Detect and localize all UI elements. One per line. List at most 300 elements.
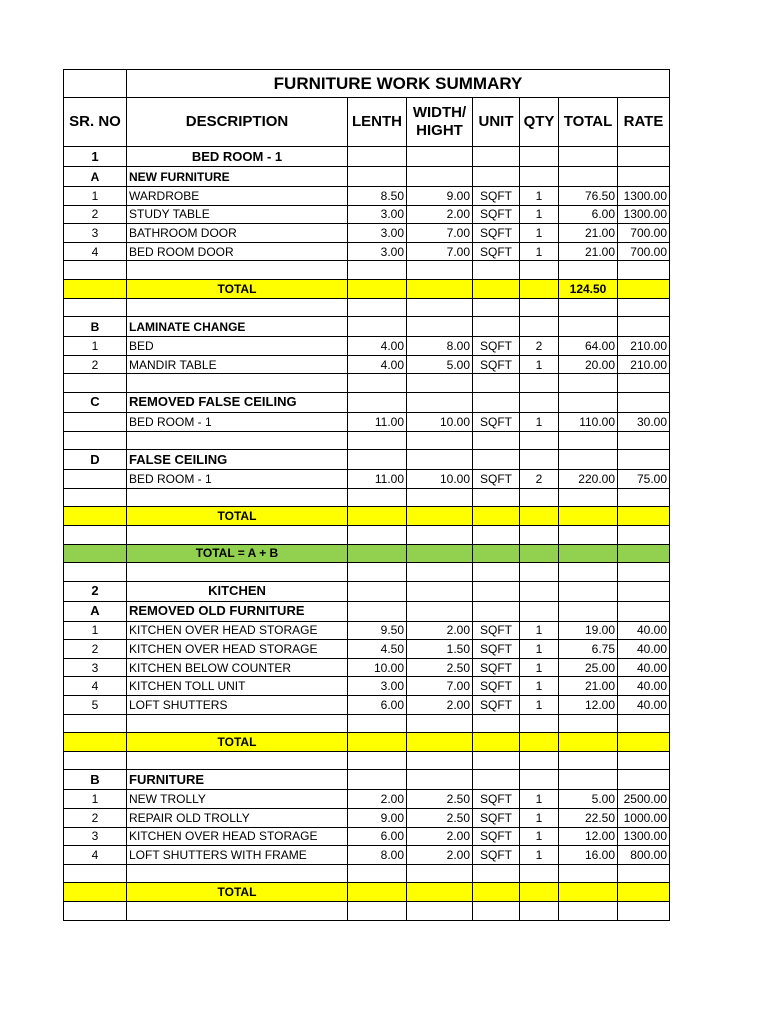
width-height-cell [407, 601, 473, 621]
length-cell [348, 147, 407, 167]
sr-no-cell: 1 [64, 621, 127, 640]
qty-cell [520, 450, 559, 470]
qty-cell: 1 [520, 658, 559, 677]
rate-cell [618, 601, 670, 621]
total-cell [559, 770, 618, 790]
sr-no-cell: 4 [64, 242, 127, 261]
width-height-cell [407, 770, 473, 790]
width-height-cell: 2.00 [407, 696, 473, 715]
length-cell: 3.00 [348, 205, 407, 224]
length-cell [348, 392, 407, 412]
description-cell [127, 751, 348, 770]
qty-cell [520, 147, 559, 167]
unit-cell [473, 450, 520, 470]
length-cell [348, 450, 407, 470]
description-cell [127, 563, 348, 582]
unit-cell [473, 770, 520, 790]
width-height-cell [407, 544, 473, 563]
description-cell: LAMINATE CHANGE [127, 317, 348, 337]
total-cell: 124.50 [559, 279, 618, 298]
unit-cell [473, 733, 520, 752]
total-cell: 21.00 [559, 224, 618, 243]
rate-cell: 1000.00 [618, 809, 670, 828]
blank-row [64, 525, 670, 544]
rate-cell [618, 298, 670, 317]
width-height-cell: 2.00 [407, 621, 473, 640]
rate-cell [618, 525, 670, 544]
qty-cell [520, 714, 559, 733]
sr-no-cell: 5 [64, 696, 127, 715]
rate-cell: 40.00 [618, 658, 670, 677]
unit-cell: SQFT [473, 809, 520, 828]
sr-no-cell: 3 [64, 827, 127, 846]
description-cell: TOTAL = A + B [127, 544, 348, 563]
sr-no-cell [64, 470, 127, 489]
total-cell [559, 864, 618, 883]
table-row [64, 621, 670, 640]
width-height-cell: 1.50 [407, 640, 473, 659]
qty-cell: 1 [520, 696, 559, 715]
sr-no-cell [64, 261, 127, 280]
length-cell [348, 544, 407, 563]
header-rate: RATE [618, 98, 670, 147]
length-cell [348, 488, 407, 507]
width-height-cell [407, 261, 473, 280]
rate-cell [618, 902, 670, 921]
section-row [64, 147, 670, 167]
qty-cell: 1 [520, 412, 559, 431]
total-cell [559, 167, 618, 187]
qty-cell [520, 261, 559, 280]
total-cell [559, 374, 618, 393]
unit-cell: SQFT [473, 470, 520, 489]
unit-cell [473, 298, 520, 317]
sr-no-cell: 2 [64, 355, 127, 374]
total-cell [559, 751, 618, 770]
sr-no-cell [64, 298, 127, 317]
length-cell: 8.50 [348, 187, 407, 206]
table-row [64, 355, 670, 374]
total-cell: 220.00 [559, 470, 618, 489]
total-cell [559, 261, 618, 280]
qty-cell [520, 317, 559, 337]
width-height-cell: 2.50 [407, 790, 473, 809]
qty-cell [520, 581, 559, 601]
total-cell [559, 733, 618, 752]
rate-cell: 40.00 [618, 677, 670, 696]
unit-cell: SQFT [473, 640, 520, 659]
total-cell: 64.00 [559, 337, 618, 356]
length-cell [348, 317, 407, 337]
rate-cell [618, 563, 670, 582]
length-cell [348, 883, 407, 902]
unit-cell: SQFT [473, 677, 520, 696]
sr-no-cell [64, 412, 127, 431]
length-cell [348, 714, 407, 733]
header-description: DESCRIPTION [127, 98, 348, 147]
total-cell: 20.00 [559, 355, 618, 374]
unit-cell [473, 261, 520, 280]
rate-cell: 40.00 [618, 696, 670, 715]
unit-cell [473, 392, 520, 412]
rate-cell [618, 147, 670, 167]
rate-cell: 700.00 [618, 224, 670, 243]
blank-row [64, 298, 670, 317]
width-height-cell [407, 488, 473, 507]
total-cell [559, 147, 618, 167]
width-height-cell: 10.00 [407, 470, 473, 489]
rate-cell: 700.00 [618, 242, 670, 261]
sr-no-cell: 2 [64, 809, 127, 828]
table-row [64, 224, 670, 243]
table-row [64, 790, 670, 809]
unit-cell: SQFT [473, 412, 520, 431]
description-cell [127, 298, 348, 317]
total-cell: 110.00 [559, 412, 618, 431]
qty-cell [520, 298, 559, 317]
table-row [64, 846, 670, 865]
header-width-height-text: WIDTH/ HIGHT [412, 104, 467, 139]
sr-no-cell [64, 431, 127, 450]
header-qty: QTY [520, 98, 559, 147]
width-height-cell: 2.50 [407, 809, 473, 828]
sr-no-cell: 4 [64, 846, 127, 865]
length-cell [348, 733, 407, 752]
header-width-height [407, 98, 473, 147]
qty-cell [520, 770, 559, 790]
subsection-row [64, 450, 670, 470]
total-cell: 5.00 [559, 790, 618, 809]
sr-no-cell [64, 374, 127, 393]
sr-no-cell: 1 [64, 147, 127, 167]
blank-row [64, 902, 670, 921]
length-cell [348, 902, 407, 921]
description-cell: LOFT SHUTTERS [127, 696, 348, 715]
description-cell: LOFT SHUTTERS WITH FRAME [127, 846, 348, 865]
unit-cell [473, 544, 520, 563]
width-height-cell [407, 507, 473, 526]
description-cell: REMOVED OLD FURNITURE [127, 601, 348, 621]
width-height-cell: 2.00 [407, 827, 473, 846]
blank-row [64, 751, 670, 770]
total-row [64, 733, 670, 752]
width-height-cell: 7.00 [407, 242, 473, 261]
total-row [64, 279, 670, 298]
table-row [64, 677, 670, 696]
unit-cell: SQFT [473, 187, 520, 206]
total-row [64, 507, 670, 526]
rate-cell: 30.00 [618, 412, 670, 431]
rate-cell [618, 507, 670, 526]
width-height-cell [407, 525, 473, 544]
description-cell: TOTAL [127, 733, 348, 752]
length-cell [348, 864, 407, 883]
unit-cell [473, 581, 520, 601]
sr-no-cell: 2 [64, 640, 127, 659]
length-cell: 4.00 [348, 355, 407, 374]
description-cell: REMOVED FALSE CEILING [127, 392, 348, 412]
sr-no-cell: 4 [64, 677, 127, 696]
rate-cell [618, 581, 670, 601]
rate-cell: 1300.00 [618, 827, 670, 846]
blank-row [64, 488, 670, 507]
qty-cell [520, 507, 559, 526]
length-cell [348, 770, 407, 790]
length-cell [348, 507, 407, 526]
table-row [64, 242, 670, 261]
blank-row [64, 864, 670, 883]
blank-row [64, 563, 670, 582]
unit-cell [473, 279, 520, 298]
header-unit: UNIT [473, 98, 520, 147]
qty-cell [520, 525, 559, 544]
rate-cell [618, 733, 670, 752]
total-cell: 21.00 [559, 242, 618, 261]
total-cell: 6.00 [559, 205, 618, 224]
description-cell: STUDY TABLE [127, 205, 348, 224]
unit-cell [473, 864, 520, 883]
width-height-cell [407, 431, 473, 450]
description-cell [127, 488, 348, 507]
description-cell: NEW TROLLY [127, 790, 348, 809]
width-height-cell: 7.00 [407, 677, 473, 696]
qty-cell [520, 563, 559, 582]
qty-cell: 1 [520, 621, 559, 640]
total-cell [559, 714, 618, 733]
rate-cell: 210.00 [618, 355, 670, 374]
rate-cell [618, 317, 670, 337]
width-height-cell [407, 374, 473, 393]
sr-no-cell: 3 [64, 658, 127, 677]
description-cell: BED ROOM - 1 [127, 147, 348, 167]
qty-cell [520, 751, 559, 770]
description-cell [127, 261, 348, 280]
length-cell [348, 431, 407, 450]
rate-cell: 1300.00 [618, 187, 670, 206]
qty-cell: 1 [520, 187, 559, 206]
total-cell [559, 488, 618, 507]
rate-cell [618, 488, 670, 507]
qty-cell: 1 [520, 242, 559, 261]
description-cell: MANDIR TABLE [127, 355, 348, 374]
unit-cell [473, 147, 520, 167]
unit-cell: SQFT [473, 696, 520, 715]
furniture-summary-table [63, 69, 670, 921]
sr-no-cell: A [64, 601, 127, 621]
description-cell: BATHROOM DOOR [127, 224, 348, 243]
width-height-cell [407, 317, 473, 337]
qty-cell: 1 [520, 846, 559, 865]
length-cell: 11.00 [348, 412, 407, 431]
qty-cell [520, 167, 559, 187]
unit-cell: SQFT [473, 242, 520, 261]
width-height-cell [407, 864, 473, 883]
width-height-cell: 5.00 [407, 355, 473, 374]
total-cell [559, 431, 618, 450]
width-height-cell [407, 563, 473, 582]
total-cell: 19.00 [559, 621, 618, 640]
total-cell [559, 317, 618, 337]
rate-cell [618, 714, 670, 733]
qty-cell [520, 733, 559, 752]
width-height-cell [407, 581, 473, 601]
sr-no-cell [64, 563, 127, 582]
total-cell [559, 883, 618, 902]
sr-no-cell: C [64, 392, 127, 412]
length-cell [348, 601, 407, 621]
rate-cell [618, 864, 670, 883]
description-cell: TOTAL [127, 507, 348, 526]
length-cell [348, 374, 407, 393]
sr-no-cell: 2 [64, 581, 127, 601]
unit-cell [473, 902, 520, 921]
section-row [64, 581, 670, 601]
description-cell: REPAIR OLD TROLLY [127, 809, 348, 828]
unit-cell [473, 488, 520, 507]
sr-no-cell [64, 714, 127, 733]
subsection-row [64, 392, 670, 412]
rate-cell [618, 450, 670, 470]
header-row [64, 98, 670, 147]
qty-cell: 1 [520, 224, 559, 243]
qty-cell [520, 279, 559, 298]
sr-no-cell [64, 488, 127, 507]
rate-cell [618, 167, 670, 187]
total-cell [559, 563, 618, 582]
total-cell [559, 507, 618, 526]
rate-cell: 40.00 [618, 621, 670, 640]
width-height-cell: 2.50 [407, 658, 473, 677]
blank-row [64, 261, 670, 280]
total-cell: 22.50 [559, 809, 618, 828]
width-height-cell [407, 279, 473, 298]
sr-no-cell: 3 [64, 224, 127, 243]
table-row [64, 470, 670, 489]
table-row [64, 827, 670, 846]
description-cell: KITCHEN [127, 581, 348, 601]
rate-cell: 800.00 [618, 846, 670, 865]
sheet-title: FURNITURE WORK SUMMARY [127, 70, 670, 98]
unit-cell: SQFT [473, 621, 520, 640]
rate-cell: 40.00 [618, 640, 670, 659]
total-cell: 76.50 [559, 187, 618, 206]
length-cell [348, 581, 407, 601]
description-cell: BED ROOM DOOR [127, 242, 348, 261]
rate-cell: 210.00 [618, 337, 670, 356]
qty-cell: 1 [520, 205, 559, 224]
blank-row [64, 714, 670, 733]
sr-no-cell [64, 883, 127, 902]
total-cell: 21.00 [559, 677, 618, 696]
width-height-cell: 8.00 [407, 337, 473, 356]
unit-cell [473, 374, 520, 393]
qty-cell [520, 601, 559, 621]
total-cell [559, 601, 618, 621]
width-height-cell [407, 450, 473, 470]
sr-no-cell [64, 544, 127, 563]
table-row [64, 640, 670, 659]
sr-no-cell [64, 902, 127, 921]
length-cell [348, 563, 407, 582]
total-cell [559, 525, 618, 544]
blank-row [64, 374, 670, 393]
length-cell: 4.50 [348, 640, 407, 659]
length-cell: 4.00 [348, 337, 407, 356]
sr-no-cell: 1 [64, 337, 127, 356]
subsection-row [64, 601, 670, 621]
rate-cell [618, 261, 670, 280]
total-cell [559, 581, 618, 601]
qty-cell [520, 392, 559, 412]
sr-no-cell [64, 864, 127, 883]
description-cell: KITCHEN OVER HEAD STORAGE [127, 640, 348, 659]
width-height-cell [407, 147, 473, 167]
unit-cell: SQFT [473, 790, 520, 809]
width-height-cell: 7.00 [407, 224, 473, 243]
total-cell [559, 392, 618, 412]
length-cell [348, 298, 407, 317]
qty-cell [520, 883, 559, 902]
grand-total-row [64, 544, 670, 563]
length-cell [348, 167, 407, 187]
rate-cell: 75.00 [618, 470, 670, 489]
length-cell [348, 525, 407, 544]
unit-cell: SQFT [473, 355, 520, 374]
qty-cell: 2 [520, 337, 559, 356]
unit-cell [473, 167, 520, 187]
table-row [64, 205, 670, 224]
description-cell [127, 525, 348, 544]
unit-cell [473, 563, 520, 582]
qty-cell: 1 [520, 809, 559, 828]
qty-cell [520, 544, 559, 563]
title-spacer-cell [64, 70, 127, 98]
subsection-row [64, 167, 670, 187]
width-height-cell: 2.00 [407, 205, 473, 224]
qty-cell [520, 902, 559, 921]
description-cell: BED ROOM - 1 [127, 470, 348, 489]
qty-cell [520, 488, 559, 507]
unit-cell [473, 525, 520, 544]
width-height-cell [407, 714, 473, 733]
sr-no-cell: 2 [64, 205, 127, 224]
qty-cell [520, 374, 559, 393]
sr-no-cell [64, 507, 127, 526]
header-length: LENTH [348, 98, 407, 147]
length-cell [348, 751, 407, 770]
unit-cell [473, 601, 520, 621]
unit-cell [473, 751, 520, 770]
unit-cell: SQFT [473, 205, 520, 224]
unit-cell [473, 714, 520, 733]
width-height-cell [407, 392, 473, 412]
sr-no-cell [64, 751, 127, 770]
table-row [64, 337, 670, 356]
rate-cell [618, 392, 670, 412]
description-cell: WARDROBE [127, 187, 348, 206]
rate-cell [618, 544, 670, 563]
length-cell [348, 261, 407, 280]
description-cell: FURNITURE [127, 770, 348, 790]
header-sr-no: SR. NO [64, 98, 127, 147]
total-cell [559, 544, 618, 563]
qty-cell: 1 [520, 355, 559, 374]
width-height-cell: 2.00 [407, 846, 473, 865]
blank-row [64, 431, 670, 450]
header-total: TOTAL [559, 98, 618, 147]
total-cell: 16.00 [559, 846, 618, 865]
length-cell: 3.00 [348, 242, 407, 261]
